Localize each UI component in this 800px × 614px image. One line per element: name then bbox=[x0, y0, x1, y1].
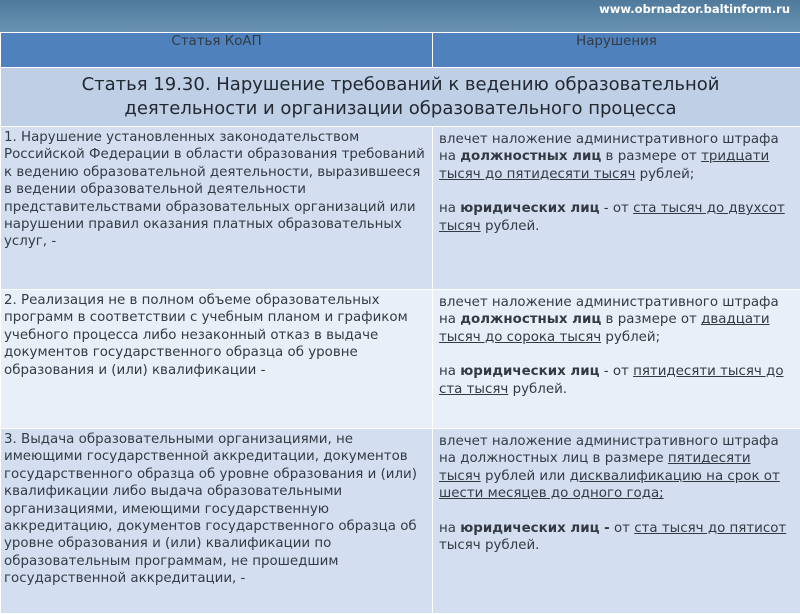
penalty-description bbox=[433, 127, 800, 290]
legal-entities-penalty: на юридических лиц - от ста тысяч до двухсот тысяч рублей. bbox=[439, 200, 796, 235]
violations-table bbox=[0, 32, 800, 614]
penalty-description bbox=[433, 290, 800, 429]
table-row bbox=[1, 429, 800, 614]
penalty-description bbox=[433, 429, 800, 614]
violation-description: 1. Нарушение установленных законодательством Российской Федерации в области образования требований к ведению образовательной деятельности, выразившееся в ведении образовательной деятельности представительствами образовательных организаций или нарушении правил оказания платных образовательных услуг, - bbox=[1, 127, 433, 290]
violation-description bbox=[1, 429, 433, 614]
table-row bbox=[1, 290, 800, 429]
header-violations-column: Нарушения bbox=[433, 33, 800, 68]
legal-entities-penalty: на юридических лиц - от ста тысяч до пятисот тысяч рублей. bbox=[439, 520, 796, 555]
violation-description: 2. Реализация не в полном объеме образовательных программ в соответствии с учебным планом и графиком учебного процесса либо незаконный отказ в выдаче документов государственного образца об уровне образования и (или) квалификации - bbox=[1, 290, 433, 429]
article-title: Статья 19.30. Нарушение требований к ведению образовательной деятельности и организации образовательного процесса bbox=[1, 68, 800, 127]
table-row bbox=[1, 127, 800, 290]
header-article-column: Статья КоАП bbox=[1, 33, 433, 68]
officials-penalty: влечет наложение административного штрафа на должностных лиц в размере от двадцати тысяч до сорока тысяч рублей; bbox=[439, 294, 796, 346]
officials-penalty: влечет наложение административного штрафа на должностных лиц в размере от тридцати тысяч до пятидесяти тысяч рублей; bbox=[439, 131, 796, 183]
legal-entities-penalty: на юридических лиц - от пятидесяти тысяч до ста тысяч рублей. bbox=[439, 363, 796, 398]
violation-description-text: 3. Выдача образовательными организациями, не имеющими государственной аккредитации, документов государственного образца об уровне образования и (или) квалификации либо выдача образовательными организациями, имеющими государственную аккредитацию, документов государственного образца об уровне образования и (или) квалификации по образовательным программам, не прошедшим государственной аккредитации, - bbox=[4, 431, 430, 609]
table-header-row bbox=[1, 33, 800, 68]
officials-penalty: влечет наложение административного штрафа на должностных лиц в размере пятидесяти тысяч рублей или дисквалификацию на срок от шести месяцев до одного года; bbox=[439, 433, 796, 503]
site-url: www.obrnadzor.baltinform.ru bbox=[599, 2, 790, 16]
top-banner bbox=[0, 0, 800, 32]
article-title-row bbox=[1, 68, 800, 127]
